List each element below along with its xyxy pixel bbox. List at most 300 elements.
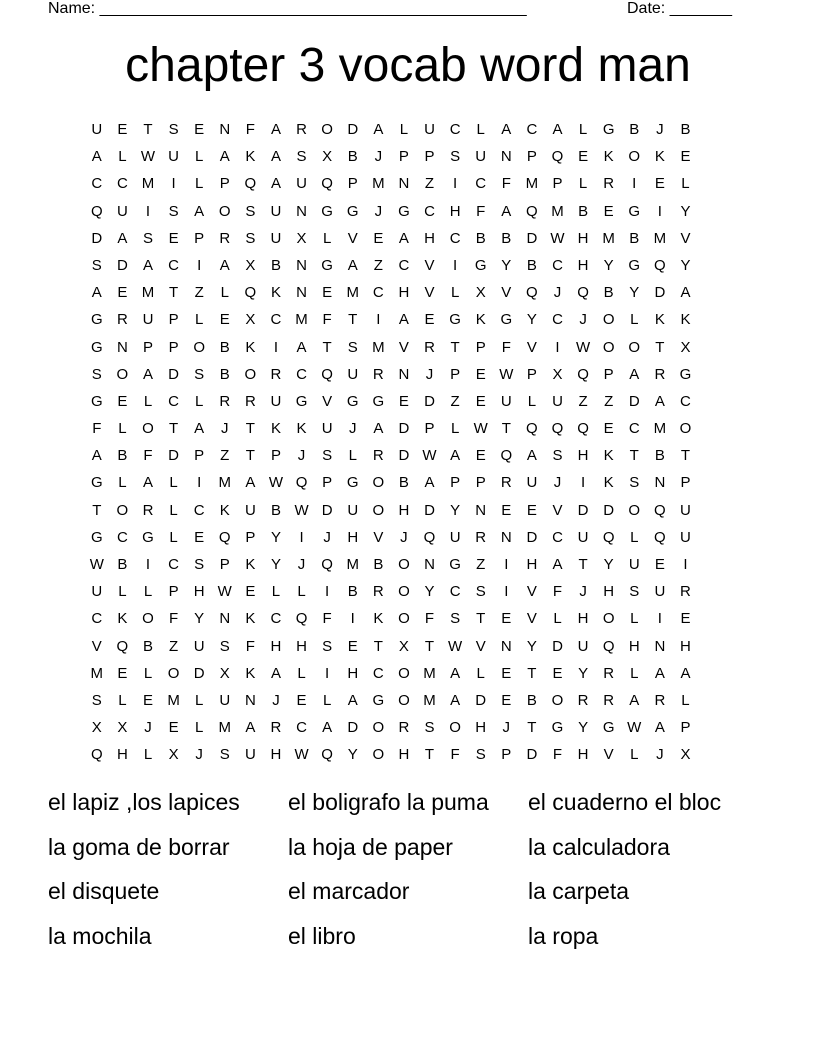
grid-letter[interactable]: V xyxy=(322,392,333,410)
grid-letter[interactable]: G xyxy=(500,311,513,329)
grid-letter[interactable]: H xyxy=(577,447,589,465)
grid-letter[interactable]: L xyxy=(399,121,409,138)
grid-letter[interactable]: U xyxy=(680,501,691,519)
grid-letter[interactable]: F xyxy=(168,610,179,628)
grid-letter[interactable]: K xyxy=(270,420,281,438)
grid-letter[interactable]: R xyxy=(270,719,282,737)
grid-letter[interactable]: S xyxy=(168,202,179,220)
grid-letter[interactable]: H xyxy=(270,637,282,655)
grid-letter[interactable]: M xyxy=(551,202,564,220)
grid-letter[interactable]: U xyxy=(654,583,666,601)
grid-letter[interactable]: U xyxy=(91,121,103,138)
grid-letter[interactable]: O xyxy=(321,121,333,138)
grid-letter[interactable]: F xyxy=(476,202,486,220)
grid-letter[interactable]: A xyxy=(680,284,691,302)
grid-letter[interactable]: H xyxy=(680,637,691,655)
grid-letter[interactable]: L xyxy=(297,664,306,682)
grid-letter[interactable]: B xyxy=(219,338,230,356)
grid-letter[interactable]: R xyxy=(398,719,410,737)
grid-letter[interactable]: I xyxy=(145,202,151,220)
grid-letter[interactable]: O xyxy=(398,583,410,601)
grid-letter[interactable]: R xyxy=(219,392,231,410)
grid-letter[interactable]: X xyxy=(552,365,563,383)
grid-letter[interactable]: T xyxy=(501,420,511,438)
grid-letter[interactable]: J xyxy=(348,420,357,438)
grid-letter[interactable]: Q xyxy=(577,284,589,302)
grid-letter[interactable]: M xyxy=(653,420,667,438)
grid-letter[interactable]: D xyxy=(628,392,640,410)
grid-letter[interactable]: J xyxy=(297,447,306,465)
grid-letter[interactable]: I xyxy=(325,583,330,601)
grid-letter[interactable]: H xyxy=(475,719,487,737)
grid-letter[interactable]: J xyxy=(656,121,664,138)
grid-letter[interactable]: A xyxy=(654,392,665,410)
grid-letter[interactable]: V xyxy=(680,229,691,247)
grid-letter[interactable]: D xyxy=(347,121,359,138)
grid-letter[interactable]: Q xyxy=(244,175,257,193)
grid-letter[interactable]: I xyxy=(632,175,637,193)
grid-letter[interactable]: M xyxy=(423,664,436,682)
grid-letter[interactable]: Y xyxy=(270,528,281,546)
grid-letter[interactable]: O xyxy=(398,610,410,628)
grid-letter[interactable]: E xyxy=(194,528,205,546)
grid-letter[interactable]: W xyxy=(217,583,232,601)
grid-letter[interactable]: S xyxy=(424,719,435,737)
grid-letter[interactable]: E xyxy=(475,447,486,465)
grid-letter[interactable]: O xyxy=(218,202,231,220)
grid-letter[interactable]: D xyxy=(526,746,538,764)
grid-letter[interactable]: I xyxy=(350,610,355,628)
grid-letter[interactable]: Y xyxy=(680,202,691,220)
grid-letter[interactable]: D xyxy=(116,256,128,274)
grid-letter[interactable]: N xyxy=(296,256,307,274)
grid-letter[interactable]: G xyxy=(90,474,103,492)
grid-letter[interactable]: A xyxy=(680,664,691,682)
grid-letter[interactable]: A xyxy=(142,256,153,274)
grid-letter[interactable]: E xyxy=(322,284,333,302)
grid-letter[interactable]: B xyxy=(526,256,537,274)
grid-letter[interactable]: Q xyxy=(654,528,666,546)
grid-letter[interactable]: Q xyxy=(116,637,129,655)
grid-letter[interactable]: C xyxy=(116,175,128,193)
grid-letter[interactable]: Z xyxy=(450,392,460,410)
grid-letter[interactable]: O xyxy=(551,691,564,709)
grid-letter[interactable]: T xyxy=(348,311,358,329)
grid-letter[interactable]: Q xyxy=(500,447,513,465)
grid-letter[interactable]: S xyxy=(296,148,307,166)
grid-letter[interactable]: A xyxy=(450,691,461,709)
grid-letter[interactable]: B xyxy=(219,365,230,383)
grid-letter[interactable]: M xyxy=(372,338,385,356)
grid-letter[interactable]: F xyxy=(501,338,511,356)
grid-letter[interactable]: P xyxy=(450,365,461,383)
grid-letter[interactable]: T xyxy=(168,420,179,438)
grid-letter[interactable]: I xyxy=(273,338,279,356)
grid-letter[interactable]: L xyxy=(195,719,204,737)
grid-letter[interactable]: P xyxy=(680,474,691,492)
grid-letter[interactable]: F xyxy=(450,746,460,764)
grid-letter[interactable]: H xyxy=(526,556,538,573)
grid-letter[interactable]: W xyxy=(422,447,437,465)
grid-letter[interactable]: D xyxy=(424,392,435,410)
grid-letter[interactable]: N xyxy=(500,637,512,655)
grid-letter[interactable]: P xyxy=(194,229,205,247)
grid-letter[interactable]: P xyxy=(322,474,333,492)
grid-letter[interactable]: K xyxy=(296,420,307,438)
grid-letter[interactable]: H xyxy=(628,637,640,655)
grid-letter[interactable]: Z xyxy=(373,256,383,274)
grid-letter[interactable]: Q xyxy=(602,637,615,655)
grid-letter[interactable]: L xyxy=(322,229,332,247)
grid-letter[interactable]: X xyxy=(168,746,179,764)
grid-letter[interactable]: G xyxy=(628,256,641,274)
grid-letter[interactable]: U xyxy=(219,691,231,709)
grid-letter[interactable]: P xyxy=(219,175,230,193)
grid-letter[interactable]: P xyxy=(680,719,691,737)
grid-letter[interactable]: N xyxy=(475,501,487,519)
grid-letter[interactable]: U xyxy=(628,556,640,573)
grid-letter[interactable]: E xyxy=(168,719,179,737)
grid-letter[interactable]: E xyxy=(142,691,153,709)
grid-letter[interactable]: Q xyxy=(526,202,538,220)
grid-letter[interactable]: R xyxy=(270,365,282,383)
grid-letter[interactable]: P xyxy=(552,175,563,193)
grid-letter[interactable]: C xyxy=(296,719,307,737)
grid-letter[interactable]: U xyxy=(449,528,461,546)
grid-letter[interactable]: B xyxy=(501,229,512,247)
grid-letter[interactable]: G xyxy=(321,202,333,220)
grid-letter[interactable]: A xyxy=(91,284,102,302)
grid-letter[interactable]: X xyxy=(680,338,691,356)
grid-letter[interactable]: S xyxy=(552,447,563,465)
grid-letter[interactable]: M xyxy=(218,719,232,737)
grid-letter[interactable]: S xyxy=(142,229,153,247)
grid-letter[interactable]: W xyxy=(268,474,284,492)
grid-letter[interactable]: G xyxy=(602,121,615,138)
grid-letter[interactable]: R xyxy=(142,501,154,519)
grid-letter[interactable]: L xyxy=(630,664,639,682)
grid-letter[interactable]: P xyxy=(194,447,205,465)
grid-letter[interactable]: Q xyxy=(526,420,538,438)
grid-letter[interactable]: R xyxy=(654,365,666,383)
grid-letter[interactable]: A xyxy=(629,365,640,383)
grid-letter[interactable]: S xyxy=(629,583,640,601)
grid-letter[interactable]: C xyxy=(449,583,461,601)
grid-letter[interactable]: L xyxy=(195,392,204,410)
grid-letter[interactable]: O xyxy=(372,501,385,519)
grid-letter[interactable]: Z xyxy=(476,556,486,573)
grid-letter[interactable]: K xyxy=(117,610,128,628)
grid-letter[interactable]: O xyxy=(372,719,385,737)
grid-letter[interactable]: B xyxy=(475,229,486,247)
grid-letter[interactable]: Q xyxy=(218,528,231,546)
grid-letter[interactable]: Q xyxy=(321,175,333,193)
grid-letter[interactable]: A xyxy=(219,256,230,274)
grid-letter[interactable]: G xyxy=(372,392,385,410)
grid-letter[interactable]: X xyxy=(296,229,307,247)
date-field[interactable]: Date: _______ xyxy=(627,0,732,17)
grid-letter[interactable]: U xyxy=(296,175,307,193)
grid-letter[interactable]: S xyxy=(629,474,640,492)
grid-letter[interactable]: V xyxy=(424,284,435,302)
grid-letter[interactable]: L xyxy=(143,583,153,601)
grid-letter[interactable]: S xyxy=(245,229,256,247)
grid-letter[interactable]: X xyxy=(322,148,333,166)
grid-letter[interactable]: G xyxy=(90,392,103,410)
grid-letter[interactable]: Q xyxy=(602,528,615,546)
grid-letter[interactable]: L xyxy=(143,746,153,764)
grid-letter[interactable]: U xyxy=(475,148,487,166)
grid-letter[interactable]: I xyxy=(197,474,202,492)
grid-letter[interactable]: B xyxy=(347,583,358,601)
grid-letter[interactable]: L xyxy=(143,392,153,410)
grid-letter[interactable]: E xyxy=(654,556,665,573)
grid-letter[interactable]: J xyxy=(374,202,383,220)
grid-letter[interactable]: P xyxy=(526,365,537,383)
grid-letter[interactable]: A xyxy=(398,311,409,329)
grid-letter[interactable]: N xyxy=(654,637,666,655)
grid-letter[interactable]: B xyxy=(526,691,537,709)
grid-letter[interactable]: T xyxy=(424,637,435,655)
grid-letter[interactable]: D xyxy=(321,501,333,519)
grid-letter[interactable]: G xyxy=(679,365,692,383)
grid-letter[interactable]: X xyxy=(398,637,409,655)
grid-letter[interactable]: L xyxy=(118,691,127,709)
grid-letter[interactable]: D xyxy=(526,528,538,546)
grid-letter[interactable]: L xyxy=(348,447,357,465)
grid-letter[interactable]: U xyxy=(270,202,282,220)
grid-letter[interactable]: S xyxy=(91,691,102,709)
grid-letter[interactable]: F xyxy=(143,447,153,465)
grid-letter[interactable]: M xyxy=(423,691,436,709)
grid-letter[interactable]: L xyxy=(476,664,485,682)
grid-letter[interactable]: R xyxy=(116,311,128,329)
grid-letter[interactable]: A xyxy=(424,474,435,492)
grid-letter[interactable]: N xyxy=(219,610,231,628)
grid-letter[interactable]: J xyxy=(425,365,434,383)
grid-letter[interactable]: L xyxy=(169,474,178,492)
grid-letter[interactable]: T xyxy=(527,719,537,737)
grid-letter[interactable]: K xyxy=(245,664,256,682)
grid-letter[interactable]: L xyxy=(195,311,204,329)
grid-letter[interactable]: A xyxy=(450,664,461,682)
grid-letter[interactable]: O xyxy=(628,501,641,519)
grid-letter[interactable]: L xyxy=(118,583,127,601)
grid-letter[interactable]: A xyxy=(501,121,512,138)
grid-letter[interactable]: O xyxy=(167,664,180,682)
grid-letter[interactable]: W xyxy=(575,338,591,356)
grid-letter[interactable]: C xyxy=(552,528,563,546)
grid-letter[interactable]: U xyxy=(270,392,282,410)
grid-letter[interactable]: C xyxy=(552,311,563,329)
grid-letter[interactable]: R xyxy=(219,229,231,247)
grid-letter[interactable]: S xyxy=(322,637,333,655)
grid-letter[interactable]: Z xyxy=(424,175,435,193)
grid-letter[interactable]: H xyxy=(347,664,359,682)
grid-letter[interactable]: J xyxy=(297,556,306,573)
grid-letter[interactable]: L xyxy=(450,284,460,302)
grid-letter[interactable]: I xyxy=(325,664,330,682)
grid-letter[interactable]: O xyxy=(244,365,257,383)
grid-letter[interactable]: A xyxy=(654,664,665,682)
grid-letter[interactable]: U xyxy=(168,148,179,166)
grid-letter[interactable]: U xyxy=(347,365,359,383)
grid-letter[interactable]: P xyxy=(347,175,358,193)
grid-letter[interactable]: T xyxy=(245,447,255,465)
grid-letter[interactable]: G xyxy=(346,474,359,492)
grid-letter[interactable]: Z xyxy=(578,392,588,410)
grid-letter[interactable]: C xyxy=(475,175,487,193)
grid-letter[interactable]: O xyxy=(372,746,385,764)
grid-letter[interactable]: C xyxy=(270,311,282,329)
grid-letter[interactable]: Q xyxy=(577,420,589,438)
grid-letter[interactable]: R xyxy=(680,583,691,601)
grid-letter[interactable]: O xyxy=(398,664,410,682)
grid-letter[interactable]: K xyxy=(603,148,614,166)
grid-letter[interactable]: G xyxy=(398,202,410,220)
grid-letter[interactable]: O xyxy=(628,338,641,356)
grid-letter[interactable]: Q xyxy=(551,148,564,166)
grid-letter[interactable]: A xyxy=(501,202,512,220)
grid-letter[interactable]: C xyxy=(526,121,538,138)
grid-letter[interactable]: C xyxy=(628,420,640,438)
grid-letter[interactable]: E xyxy=(526,501,537,519)
grid-letter[interactable]: P xyxy=(603,365,614,383)
grid-letter[interactable]: D xyxy=(552,637,563,655)
grid-letter[interactable]: D xyxy=(168,365,179,383)
grid-letter[interactable]: J xyxy=(579,311,587,329)
grid-letter[interactable]: J xyxy=(400,528,408,546)
grid-letter[interactable]: B xyxy=(398,474,409,492)
grid-letter[interactable]: H xyxy=(347,528,359,546)
grid-letter[interactable]: J xyxy=(323,528,331,546)
grid-letter[interactable]: V xyxy=(603,746,614,764)
grid-letter[interactable]: X xyxy=(117,719,128,737)
grid-letter[interactable]: B xyxy=(603,284,614,302)
grid-letter[interactable]: F xyxy=(92,420,102,438)
grid-letter[interactable]: A xyxy=(142,365,153,383)
grid-letter[interactable]: F xyxy=(245,637,255,655)
grid-letter[interactable]: X xyxy=(475,284,486,302)
grid-letter[interactable]: F xyxy=(552,583,563,601)
grid-letter[interactable]: G xyxy=(90,311,103,329)
grid-letter[interactable]: S xyxy=(91,365,102,383)
grid-letter[interactable]: W xyxy=(473,420,488,438)
grid-letter[interactable]: L xyxy=(271,583,281,601)
grid-letter[interactable]: A xyxy=(654,719,665,737)
grid-letter[interactable]: O xyxy=(602,311,615,329)
grid-letter[interactable]: T xyxy=(168,284,179,302)
grid-letter[interactable]: U xyxy=(244,501,256,519)
grid-letter[interactable]: U xyxy=(142,311,154,329)
grid-letter[interactable]: A xyxy=(552,121,563,138)
grid-letter[interactable]: E xyxy=(117,284,128,302)
grid-letter[interactable]: L xyxy=(630,746,639,764)
grid-letter[interactable]: E xyxy=(117,121,128,138)
grid-letter[interactable]: M xyxy=(346,556,359,573)
grid-letter[interactable]: A xyxy=(91,447,102,465)
grid-letter[interactable]: U xyxy=(321,420,333,438)
grid-letter[interactable]: C xyxy=(193,501,205,519)
grid-letter[interactable]: V xyxy=(526,338,537,356)
grid-letter[interactable]: P xyxy=(526,148,537,166)
grid-letter[interactable]: T xyxy=(476,610,486,628)
grid-letter[interactable]: Y xyxy=(347,746,358,764)
grid-letter[interactable]: T xyxy=(424,746,435,764)
grid-letter[interactable]: X xyxy=(91,719,102,737)
grid-letter[interactable]: P xyxy=(168,338,179,356)
grid-letter[interactable]: G xyxy=(90,338,103,356)
grid-letter[interactable]: H xyxy=(424,229,435,247)
grid-letter[interactable]: O xyxy=(142,420,154,438)
grid-letter[interactable]: V xyxy=(526,610,537,628)
grid-letter[interactable]: W xyxy=(627,719,642,737)
grid-letter[interactable]: J xyxy=(221,420,229,438)
grid-letter[interactable]: U xyxy=(193,637,205,655)
grid-letter[interactable]: A xyxy=(219,148,230,166)
grid-letter[interactable]: Y xyxy=(270,556,281,573)
grid-letter[interactable]: I xyxy=(657,202,662,220)
grid-letter[interactable]: L xyxy=(681,691,690,709)
grid-letter[interactable]: O xyxy=(679,420,692,438)
grid-letter[interactable]: A xyxy=(450,447,461,465)
grid-letter[interactable]: D xyxy=(168,447,179,465)
grid-letter[interactable]: G xyxy=(321,256,333,274)
grid-letter[interactable]: L xyxy=(527,392,537,410)
grid-letter[interactable]: R xyxy=(244,392,256,410)
grid-letter[interactable]: V xyxy=(424,256,435,274)
grid-letter[interactable]: R xyxy=(577,691,589,709)
grid-letter[interactable]: U xyxy=(91,583,103,601)
grid-letter[interactable]: H xyxy=(577,610,589,628)
grid-letter[interactable]: N xyxy=(244,691,256,709)
grid-letter[interactable]: L xyxy=(118,474,127,492)
grid-letter[interactable]: T xyxy=(680,447,691,465)
grid-letter[interactable]: B xyxy=(270,256,281,274)
grid-letter[interactable]: A xyxy=(347,256,358,274)
grid-letter[interactable]: F xyxy=(322,610,332,628)
grid-letter[interactable]: V xyxy=(373,528,384,546)
grid-letter[interactable]: B xyxy=(629,121,640,138)
grid-letter[interactable]: E xyxy=(552,664,563,682)
grid-letter[interactable]: A xyxy=(322,719,333,737)
grid-letter[interactable]: I xyxy=(580,474,586,492)
grid-letter[interactable]: I xyxy=(683,556,688,573)
grid-letter[interactable]: Q xyxy=(321,365,333,383)
grid-letter[interactable]: J xyxy=(553,284,562,302)
grid-letter[interactable]: E xyxy=(501,664,512,682)
grid-letter[interactable]: T xyxy=(143,121,153,138)
grid-letter[interactable]: U xyxy=(577,637,589,655)
grid-letter[interactable]: X xyxy=(245,311,256,329)
grid-letter[interactable]: O xyxy=(116,501,129,519)
grid-letter[interactable]: O xyxy=(602,338,615,356)
grid-letter[interactable]: N xyxy=(398,365,410,383)
grid-letter[interactable]: C xyxy=(168,256,179,274)
grid-letter[interactable]: Q xyxy=(654,256,666,274)
grid-letter[interactable]: B xyxy=(117,447,128,465)
grid-letter[interactable]: A xyxy=(347,691,358,709)
grid-letter[interactable]: M xyxy=(141,284,155,302)
grid-letter[interactable]: A xyxy=(526,447,537,465)
grid-letter[interactable]: S xyxy=(91,256,102,274)
grid-letter[interactable]: Y xyxy=(450,501,461,519)
grid-letter[interactable]: H xyxy=(296,637,307,655)
grid-letter[interactable]: D xyxy=(603,501,615,519)
grid-letter[interactable]: J xyxy=(272,691,280,709)
grid-letter[interactable]: V xyxy=(347,229,358,247)
grid-letter[interactable]: P xyxy=(168,311,179,329)
